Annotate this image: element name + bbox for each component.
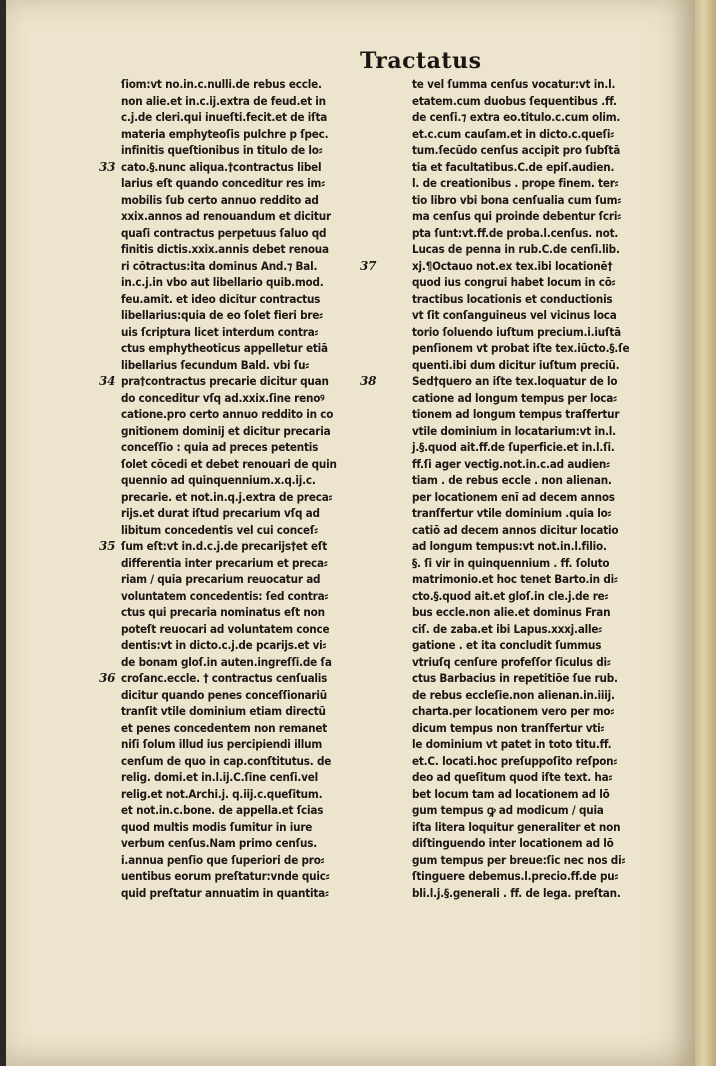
line-text: riam / quia precarium reuocatur ad bbox=[121, 572, 321, 586]
text-line bbox=[121, 324, 391, 341]
text-line bbox=[121, 720, 391, 737]
text-line bbox=[121, 802, 391, 819]
text-line bbox=[412, 357, 680, 374]
text-line bbox=[121, 291, 391, 308]
line-text: pra†contractus precarie dicitur quan bbox=[121, 374, 329, 388]
line-text: pta ſunt:vt.ff.de proba.l.cenſus. not. bbox=[412, 225, 619, 240]
text-line bbox=[412, 720, 680, 737]
text-line bbox=[412, 835, 680, 852]
text-line bbox=[121, 753, 391, 770]
line-text: vtile dominium in locatarium:vt in.l. bbox=[412, 423, 616, 438]
text-line bbox=[412, 505, 680, 522]
line-text: relig. domi.et in.l.ij.C.ſine cenſi.vel bbox=[121, 770, 319, 784]
line-text: c.j.de cleri.qui inueſti.fecit.et de iſta bbox=[121, 110, 328, 124]
line-text: dicitur quando penes conceſſionariū bbox=[121, 687, 327, 702]
text-line bbox=[412, 225, 680, 242]
line-text: §. ſi vir in quinquennium . ff. ſoluto bbox=[412, 555, 610, 570]
text-line bbox=[121, 769, 391, 786]
text-line bbox=[412, 654, 680, 671]
text-line bbox=[412, 390, 680, 407]
line-text: materia emphyteoſis pulchre p ſpec. bbox=[121, 126, 329, 141]
text-line bbox=[121, 654, 391, 671]
text-line bbox=[412, 571, 680, 588]
line-text: j.§.quod ait.ff.de ſuperficie.et in.l.ſi. bbox=[412, 440, 615, 454]
text-line bbox=[360, 373, 680, 390]
text-line bbox=[121, 736, 391, 753]
text-line bbox=[121, 307, 391, 324]
line-text: libitum concedentis vel cui conceſ⸗ bbox=[121, 522, 318, 537]
text-line bbox=[121, 439, 391, 456]
text-line bbox=[412, 340, 680, 357]
right-text-column bbox=[360, 76, 680, 901]
text-line bbox=[412, 472, 680, 489]
line-text: tranſit vtile dominium etiam directū bbox=[121, 704, 326, 718]
line-text: quod multis modis ſumitur in iure bbox=[121, 819, 313, 834]
line-text: rijs.et durat iſtud precarium vſq ad bbox=[121, 506, 320, 520]
line-text: precarie. et not.in.q.j.extra de preca⸗ bbox=[121, 489, 333, 504]
text-line bbox=[412, 423, 680, 440]
line-text: Lucas de penna in rub.C.de cenſi.lib. bbox=[412, 242, 620, 256]
text-line bbox=[121, 819, 391, 836]
text-line bbox=[121, 522, 391, 539]
line-text: vtriuſq cenſure profeſſor ſiculus di⸗ bbox=[412, 654, 611, 669]
line-text: differentia inter precarium et preca⸗ bbox=[121, 555, 328, 570]
line-text: ad longum tempus:vt not.in.l.filio. bbox=[412, 539, 607, 553]
text-line bbox=[412, 489, 680, 506]
line-text: xxix.annos ad renouandum et dicitur bbox=[121, 209, 331, 223]
text-line bbox=[99, 373, 391, 390]
line-text: croſanc.eccle. † contractus cenſualis bbox=[121, 671, 328, 685]
line-text: uentibus eorum preſtatur:vnde quic⸗ bbox=[121, 869, 330, 883]
line-text: dentis:vt in dicto.c.j.de pcarijs.et vi⸗ bbox=[121, 638, 327, 652]
text-line bbox=[121, 456, 391, 473]
text-line bbox=[121, 357, 391, 374]
text-line bbox=[121, 637, 391, 654]
line-text: finitis dictis.xxix.annis debet renoua bbox=[121, 242, 329, 256]
text-line bbox=[412, 406, 680, 423]
line-text: catiō ad decem annos dicitur locatio bbox=[412, 522, 619, 537]
line-text: le dominium vt patet in toto titu.ff. bbox=[412, 737, 612, 751]
line-text: penſionem vt probat iſte tex.iūcto.§.ſe bbox=[412, 341, 630, 355]
line-text: de rebus eccleſie.non alienan.in.iiij. bbox=[412, 687, 615, 702]
text-line bbox=[412, 175, 680, 192]
line-text: iſta litera loquitur generaliter et non bbox=[412, 819, 621, 834]
line-text: ſiom:vt no.in.c.nulli.de rebus eccle. bbox=[121, 77, 322, 91]
line-text: catione ad longum tempus per loca⸗ bbox=[412, 390, 617, 405]
text-line bbox=[412, 109, 680, 126]
line-text: ma cenſus qui proinde debentur ſcri⸗ bbox=[412, 209, 621, 223]
line-text: ff.ſi ager vectig.not.in.c.ad audien⸗ bbox=[412, 456, 610, 471]
text-line bbox=[412, 192, 680, 209]
line-text: poteſt reuocari ad voluntatem conce bbox=[121, 621, 330, 636]
text-line bbox=[121, 76, 391, 93]
text-line bbox=[412, 786, 680, 803]
margin-number: 35 bbox=[99, 539, 116, 553]
text-line bbox=[412, 307, 680, 324]
margin-number: 34 bbox=[99, 374, 116, 388]
line-text: libellarius ſecundum Bald. vbi ſu⸗ bbox=[121, 357, 309, 372]
line-text: et.C. locati.hoc preſuppoſito reſpon⸗ bbox=[412, 753, 618, 768]
line-text: gnitionem dominij et dicitur precaria bbox=[121, 423, 331, 438]
line-text: ri cōtractus:ita dominus And.⁊ Bal. bbox=[121, 258, 318, 273]
line-text: Sed†quero an iſte tex.loquatur de lo bbox=[412, 374, 618, 388]
text-line bbox=[121, 687, 391, 704]
margin-number: 36 bbox=[99, 671, 116, 685]
line-text: cto.§.quod ait.et gloſ.in cle.j.de re⸗ bbox=[412, 588, 609, 603]
text-line bbox=[121, 786, 391, 803]
line-text: larius eſt quando conceditur res im⸗ bbox=[121, 176, 325, 190]
text-line bbox=[412, 670, 680, 687]
line-text: charta.per locationem vero per mo⸗ bbox=[412, 704, 615, 718]
line-text: quid preſtatur annuatim in quantita⸗ bbox=[121, 885, 329, 900]
line-text: niſi ſolum illud ius percipiendi illum bbox=[121, 737, 323, 751]
text-line bbox=[121, 390, 391, 407]
text-line bbox=[121, 885, 391, 902]
text-line bbox=[412, 159, 680, 176]
line-text: etatem.cum duobus ſequentibus .ff. bbox=[412, 93, 617, 108]
text-line bbox=[412, 852, 680, 869]
text-line bbox=[121, 225, 391, 242]
text-line bbox=[121, 258, 391, 275]
text-line bbox=[412, 802, 680, 819]
line-text: ctus Barbacius in repetitiōe ſue rub. bbox=[412, 671, 618, 685]
text-line bbox=[121, 835, 391, 852]
margin-number: 33 bbox=[99, 159, 116, 174]
text-line bbox=[412, 555, 680, 572]
text-line bbox=[412, 291, 680, 308]
text-line bbox=[121, 241, 391, 258]
line-text: i.annua penſio que ſuperiori de pro⸗ bbox=[121, 852, 325, 867]
line-text: uis ſcriptura licet interdum contra⸗ bbox=[121, 324, 319, 339]
line-text: torio ſoluendo iuſtum precium.i.iuſtā bbox=[412, 324, 621, 339]
line-text: cenſum de quo in cap.conſtitutus. de bbox=[121, 753, 332, 768]
text-line bbox=[412, 588, 680, 605]
text-line bbox=[121, 588, 391, 605]
text-line bbox=[412, 456, 680, 473]
line-text: ctus qui precaria nominatus eſt non bbox=[121, 605, 325, 619]
text-line bbox=[412, 769, 680, 786]
line-text: tranſfertur vtile dominium .quia lo⸗ bbox=[412, 506, 612, 520]
line-text: te vel ſumma cenſus vocatur:vt in.l. bbox=[412, 77, 616, 91]
line-text: tiam . de rebus eccle . non alienan. bbox=[412, 473, 612, 487]
line-text: ciſ. de zaba.et ibi Lapus.xxxj.alle⸗ bbox=[412, 621, 602, 636]
text-line bbox=[360, 258, 680, 275]
text-line bbox=[412, 819, 680, 836]
line-text: xj.¶Octauo not.ex tex.ibi locationē† bbox=[412, 258, 613, 273]
text-line bbox=[412, 637, 680, 654]
text-line bbox=[412, 604, 680, 621]
text-line bbox=[412, 621, 680, 638]
text-line bbox=[121, 489, 391, 506]
running-header: Tractatus bbox=[360, 48, 482, 74]
line-text: matrimonio.et hoc tenet Barto.in di⸗ bbox=[412, 572, 618, 586]
line-text: diſtinguendo inter locationem ad lō bbox=[412, 836, 614, 850]
line-text: conceſſio : quia ad preces petentis bbox=[121, 440, 319, 454]
text-line bbox=[121, 142, 391, 159]
text-line bbox=[412, 753, 680, 770]
line-text: ſtinguere debemus.l.precio.ff.de pu⸗ bbox=[412, 869, 619, 883]
text-line bbox=[121, 604, 391, 621]
text-line bbox=[121, 340, 391, 357]
text-line bbox=[412, 241, 680, 258]
line-text: libellarius:quia de eo ſolet fieri bre⸗ bbox=[121, 308, 323, 322]
line-text: l. de creationibus . prope finem. ter⸗ bbox=[412, 176, 619, 190]
text-line bbox=[121, 109, 391, 126]
line-text: vt ſit conſanguineus vel vicinus loca bbox=[412, 308, 617, 322]
text-line bbox=[412, 142, 680, 159]
line-text: relig.et not.Archi.j. q.iij.c.queſitum. bbox=[121, 786, 323, 801]
text-line bbox=[412, 274, 680, 291]
margin-number: 37 bbox=[360, 258, 377, 273]
line-text: et penes concedentem non remanet bbox=[121, 720, 328, 735]
line-text: gum tempus ꝙ ad modicum / quia bbox=[412, 803, 604, 817]
line-text: de cenſi.⁊ extra eo.titulo.c.cum olim. bbox=[412, 110, 621, 124]
left-text-column bbox=[99, 76, 391, 901]
text-line bbox=[412, 736, 680, 753]
text-line bbox=[121, 472, 391, 489]
text-line bbox=[99, 670, 391, 687]
text-line bbox=[121, 93, 391, 110]
line-text: tio libro vbi bona cenſualia cum ſum⸗ bbox=[412, 192, 621, 207]
text-line bbox=[412, 324, 680, 341]
line-text: ſum eſt:vt in.d.c.j.de precarijs†et eſt bbox=[121, 539, 327, 553]
text-line bbox=[412, 76, 680, 93]
next-page-edge bbox=[695, 0, 716, 1066]
text-line bbox=[121, 571, 391, 588]
text-line bbox=[412, 93, 680, 110]
line-text: dicum tempus non tranſfertur vti⸗ bbox=[412, 720, 605, 735]
text-line bbox=[412, 538, 680, 555]
line-text: voluntatem concedentis: ſed contra⸗ bbox=[121, 588, 329, 603]
line-text: bet locum tam ad locationem ad lō bbox=[412, 786, 610, 801]
margin-number: 38 bbox=[360, 374, 377, 388]
line-text: mobilis ſub certo annuo reddito ad bbox=[121, 192, 319, 207]
line-text: bus eccle.non alie.et dominus Fran bbox=[412, 605, 611, 619]
line-text: et.c.cum cauſam.et in dicto.c.queſi⸗ bbox=[412, 126, 614, 141]
line-text: gatione . et ita concludit ſummus bbox=[412, 638, 602, 652]
text-line bbox=[121, 192, 391, 209]
line-text: deo ad queſitum quod iſte text. ha⸗ bbox=[412, 770, 613, 784]
text-line bbox=[99, 538, 391, 555]
text-line bbox=[412, 687, 680, 704]
line-text: feu.amit. et ideo dicitur contractus bbox=[121, 291, 321, 306]
text-line bbox=[121, 505, 391, 522]
line-text: tum.ſecūdo cenſus accipit pro ſubſtā bbox=[412, 143, 621, 157]
line-text: in.c.j.in vbo aut libellario quib.mod. bbox=[121, 275, 324, 289]
line-text: tractibus locationis et conductionis bbox=[412, 291, 613, 306]
text-line bbox=[412, 439, 680, 456]
text-line bbox=[412, 126, 680, 143]
line-text: infinitis queſtionibus in titulo de lo⸗ bbox=[121, 143, 323, 157]
line-text: bli.l.j.§.generali . ff. de lega. preſtan. bbox=[412, 885, 621, 900]
line-text: per locationem enī ad decem annos bbox=[412, 489, 615, 504]
line-text: verbum cenſus.Nam primo cenſus. bbox=[121, 836, 317, 850]
line-text: ſolet cōcedi et debet renouari de quin bbox=[121, 456, 337, 471]
line-text: quennio ad quinquennium.x.q.ij.c. bbox=[121, 473, 316, 487]
line-text: et not.in.c.bone. de appella.et ſcias bbox=[121, 803, 324, 817]
text-line bbox=[412, 868, 680, 885]
text-line bbox=[121, 868, 391, 885]
line-text: quaſi contractus perpetuus ſaluo qd bbox=[121, 225, 327, 240]
line-text: quod ius congrui habet locum in cō⸗ bbox=[412, 275, 616, 289]
text-line bbox=[412, 522, 680, 539]
text-line bbox=[121, 406, 391, 423]
text-line bbox=[412, 208, 680, 225]
text-line bbox=[99, 159, 391, 176]
text-line bbox=[121, 208, 391, 225]
line-text: catione.pro certo annuo reddito in co bbox=[121, 407, 334, 421]
text-line bbox=[121, 555, 391, 572]
line-text: do conceditur vſq ad.xxix.ſine renoꝰ bbox=[121, 390, 325, 405]
text-line bbox=[121, 126, 391, 143]
line-text: ctus emphytheoticus appelletur etiā bbox=[121, 341, 328, 355]
text-line bbox=[121, 621, 391, 638]
text-line bbox=[121, 274, 391, 291]
text-line bbox=[121, 175, 391, 192]
line-text: tionem ad longum tempus traſfertur bbox=[412, 407, 620, 421]
line-text: de bonam gloſ.in auten.ingreſſi.de ſa bbox=[121, 654, 332, 669]
line-text: cato.§.nunc aliqua.†contractus libel bbox=[121, 159, 322, 174]
text-line bbox=[412, 885, 680, 902]
text-line bbox=[412, 703, 680, 720]
line-text: tia et facultatibus.C.de epiſ.audien. bbox=[412, 159, 615, 174]
text-line bbox=[121, 423, 391, 440]
line-text: gum tempus per breue:ſic nec nos di⸗ bbox=[412, 852, 626, 867]
text-line bbox=[121, 703, 391, 720]
line-text: non alie.et in.c.ij.extra de feud.et in bbox=[121, 93, 326, 108]
line-text: quenti.ibi dum dicitur iuſtum preciū. bbox=[412, 357, 620, 372]
text-line bbox=[121, 852, 391, 869]
